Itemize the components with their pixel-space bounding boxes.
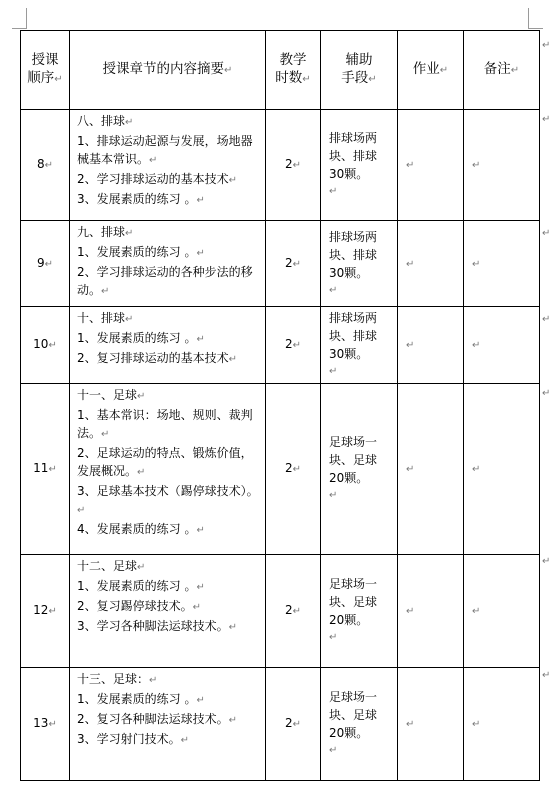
- aid-line: [329, 246, 395, 264]
- paragraph-mark-icon: ↵: [510, 65, 520, 76]
- aid-text: 足球场一: [329, 690, 378, 704]
- paragraph-mark-icon: ↵: [472, 606, 481, 617]
- content-line: [77, 170, 262, 190]
- content-text: 1、发展素质的练习 。: [77, 692, 197, 706]
- content-line: [77, 444, 262, 482]
- content-text: 八、排球: [77, 114, 126, 128]
- row-end-mark-icon: ↵: [542, 670, 551, 681]
- aid-line: [329, 433, 395, 451]
- header-hours: [266, 31, 321, 110]
- paragraph-mark-icon: ↵: [196, 695, 205, 706]
- aid-line: [329, 228, 395, 246]
- paragraph-mark-icon: ↵: [149, 155, 158, 166]
- table-row: [21, 555, 540, 668]
- cell-notes: [464, 384, 540, 555]
- cell-content: [70, 307, 266, 384]
- order-number: 10: [33, 337, 49, 351]
- paragraph-mark-icon: ↵: [292, 160, 302, 171]
- cell-homework: [398, 668, 464, 781]
- cell-aids: [321, 384, 398, 555]
- cell-aids: [321, 110, 398, 221]
- order-number: 13: [33, 716, 49, 730]
- aid-text: 块、排球: [329, 149, 378, 163]
- header-order-line-2: 顺序: [27, 70, 55, 86]
- aid-line: [329, 309, 395, 327]
- aid-line: [329, 724, 395, 760]
- table-row: [21, 221, 540, 307]
- aid-line: [329, 688, 395, 706]
- cell-order: [21, 384, 70, 555]
- row-end-mark-icon: ↵: [542, 228, 551, 239]
- cell-content: [70, 555, 266, 668]
- hours-value: 2: [284, 255, 293, 270]
- aid-line: [329, 706, 395, 724]
- aid-line: [329, 593, 395, 611]
- row-end-mark-icon: ↵: [542, 40, 551, 51]
- paragraph-mark-icon: ↵: [48, 719, 57, 730]
- content-text: 九、排球: [77, 225, 126, 239]
- paragraph-mark-icon: ↵: [406, 258, 415, 270]
- paragraph-mark-icon: ↵: [228, 622, 238, 633]
- aid-text: 排球场两: [329, 229, 378, 244]
- cell-homework: [398, 110, 464, 221]
- paragraph-mark-icon: ↵: [196, 525, 205, 536]
- paragraph-mark-icon: ↵: [196, 582, 205, 593]
- cell-hours: [266, 307, 321, 384]
- paragraph-mark-icon: ↵: [196, 334, 205, 345]
- paragraph-mark-icon: ↵: [196, 248, 205, 259]
- paragraph-mark-icon: ↵: [368, 74, 377, 85]
- content-line: [77, 710, 262, 730]
- content-line: [77, 112, 262, 132]
- paragraph-mark-icon: ↵: [472, 464, 481, 475]
- table-row: [21, 110, 540, 221]
- cell-homework: [398, 221, 464, 307]
- paragraph-mark-icon: ↵: [329, 632, 338, 643]
- aid-text: 块、足球: [329, 595, 378, 609]
- paragraph-mark-icon: ↵: [406, 464, 415, 475]
- content-line: [77, 386, 262, 406]
- hours-value: 2: [284, 603, 293, 617]
- cell-homework: [398, 384, 464, 555]
- aid-line: [329, 165, 395, 201]
- aid-line: [329, 129, 395, 147]
- paragraph-mark-icon: ↵: [329, 490, 338, 501]
- aid-text: 20颗。: [329, 471, 369, 485]
- paragraph-mark-icon: ↵: [48, 606, 57, 617]
- aid-text: 排球场两: [329, 311, 378, 325]
- aid-line: [329, 575, 395, 593]
- paragraph-mark-icon: ↵: [101, 429, 110, 440]
- paragraph-mark-icon: ↵: [196, 195, 205, 206]
- content-text: 3、学习各种脚法运球技术。: [77, 619, 229, 633]
- content-text: 4、发展素质的练习 。: [77, 522, 197, 536]
- cell-hours: [266, 221, 321, 307]
- content-text: 1、排球运动起源与发展，场地器械基本常识。: [77, 134, 253, 166]
- paragraph-mark-icon: ↵: [406, 606, 415, 617]
- hours-value: 2: [284, 461, 293, 475]
- cell-order: [21, 221, 70, 307]
- aid-line: [329, 469, 395, 505]
- paragraph-mark-icon: ↵: [329, 284, 338, 296]
- paragraph-mark-icon: ↵: [228, 715, 238, 726]
- order-number: 11: [33, 461, 49, 475]
- header-notes: [464, 31, 540, 110]
- paragraph-mark-icon: ↵: [292, 606, 302, 617]
- aid-text: 块、足球: [329, 708, 378, 722]
- order-number: 8: [36, 157, 45, 171]
- row-end-mark-icon: ↵: [542, 388, 551, 399]
- content-line: [77, 243, 262, 263]
- cell-hours: [266, 384, 321, 555]
- paragraph-mark-icon: ↵: [228, 175, 238, 186]
- header-homework: [398, 31, 464, 110]
- content-text: 十、排球: [77, 311, 126, 325]
- paragraph-mark-icon: ↵: [44, 160, 54, 171]
- paragraph-mark-icon: ↵: [292, 464, 302, 475]
- cell-order: [21, 110, 70, 221]
- content-line: [77, 223, 262, 243]
- content-text: 3、发展素质的练习 。: [77, 192, 197, 206]
- paragraph-mark-icon: ↵: [439, 65, 449, 76]
- cell-content: [70, 221, 266, 307]
- paragraph-mark-icon: ↵: [44, 258, 54, 270]
- paragraph-mark-icon: ↵: [406, 160, 415, 171]
- cell-content: [70, 110, 266, 221]
- cell-notes: [464, 555, 540, 668]
- aid-line: [329, 611, 395, 647]
- content-text: 3、学习射门技术。: [77, 732, 181, 746]
- aid-line: [329, 327, 395, 345]
- paragraph-mark-icon: ↵: [180, 735, 190, 746]
- table-row: [21, 668, 540, 781]
- paragraph-mark-icon: ↵: [329, 745, 338, 756]
- header-aids: [321, 31, 398, 110]
- aid-line: [329, 264, 395, 300]
- content-text: 2、复习各种脚法运球技术。: [77, 712, 229, 726]
- content-line: [77, 482, 262, 520]
- order-number: 12: [33, 603, 49, 617]
- hours-value: 2: [284, 716, 293, 730]
- header-notes-label: 备注: [483, 61, 511, 77]
- content-line: [77, 730, 262, 750]
- header-aids-line-1: 辅助: [345, 52, 373, 68]
- paragraph-mark-icon: ↵: [472, 258, 481, 270]
- paragraph-mark-icon: ↵: [192, 602, 202, 613]
- cell-content: [70, 384, 266, 555]
- content-line: [77, 520, 262, 540]
- content-line: [77, 557, 262, 577]
- cell-notes: [464, 221, 540, 307]
- paragraph-mark-icon: ↵: [224, 65, 233, 76]
- header-content: [70, 31, 266, 110]
- aid-text: 20颗。: [329, 726, 369, 740]
- table-header-row: [21, 31, 540, 110]
- paragraph-mark-icon: ↵: [292, 258, 302, 270]
- header-order-line-1: 授课: [31, 52, 59, 68]
- cell-content: [70, 668, 266, 781]
- content-text: 2、足球运动的特点、锻炼价值，发展概况。: [77, 446, 253, 478]
- aid-text: 足球场一: [329, 435, 378, 449]
- content-line: [77, 349, 262, 369]
- content-line: [77, 309, 262, 329]
- paragraph-mark-icon: ↵: [125, 228, 134, 239]
- table-row: [21, 384, 540, 555]
- header-content-label: 授课章节的内容摘要: [102, 61, 225, 77]
- paragraph-mark-icon: ↵: [48, 340, 57, 351]
- content-line: [77, 617, 262, 637]
- paragraph-mark-icon: ↵: [228, 354, 238, 365]
- hours-value: 2: [284, 157, 293, 171]
- row-end-mark-icon: ↵: [542, 114, 551, 125]
- aid-text: 排球场两: [329, 131, 378, 145]
- content-text: 1、发展素质的练习 。: [77, 331, 197, 345]
- header-hours-line-2: 时数: [275, 70, 303, 86]
- content-text: 2、复习踢停球技术。: [77, 599, 193, 613]
- crop-mark-top-right: [528, 8, 543, 29]
- content-text: 2、复习排球运动的基本技术: [77, 351, 229, 365]
- content-text: 3、足球基本技术（踢停球技术）。: [77, 484, 259, 498]
- content-line: [77, 329, 262, 349]
- aid-text: 20颗。: [329, 613, 369, 627]
- row-end-mark-icon: ↵: [542, 314, 551, 325]
- aid-text: 块、排球: [329, 247, 378, 262]
- paragraph-mark-icon: ↵: [48, 464, 57, 475]
- aid-text: 足球场一: [329, 577, 378, 591]
- paragraph-mark-icon: ↵: [406, 340, 415, 351]
- header-homework-label: 作业: [412, 61, 440, 77]
- content-text: 十一、足球: [77, 388, 138, 402]
- paragraph-mark-icon: ↵: [329, 366, 338, 377]
- content-text: 1、基本常识：场地、规则、裁判法。: [77, 408, 253, 440]
- content-line: [77, 690, 262, 710]
- content-line: [77, 190, 262, 210]
- content-line: [77, 577, 262, 597]
- cell-order: [21, 668, 70, 781]
- paragraph-mark-icon: ↵: [54, 74, 63, 85]
- aid-text: 30颗。: [329, 167, 369, 181]
- content-line: [77, 263, 262, 301]
- paragraph-mark-icon: ↵: [406, 719, 415, 730]
- aid-line: [329, 451, 395, 469]
- aid-line: [329, 345, 395, 381]
- cell-notes: [464, 668, 540, 781]
- row-end-mark-icon: ↵: [542, 556, 551, 567]
- paragraph-mark-icon: ↵: [149, 675, 158, 686]
- paragraph-mark-icon: ↵: [137, 467, 146, 478]
- cell-notes: [464, 307, 540, 384]
- aid-text: 块、足球: [329, 453, 378, 467]
- content-text: 十二、足球: [77, 559, 138, 573]
- paragraph-mark-icon: ↵: [137, 391, 146, 402]
- header-order: [21, 31, 70, 110]
- paragraph-mark-icon: ↵: [329, 186, 338, 197]
- content-line: [77, 406, 262, 444]
- cell-order: [21, 555, 70, 668]
- cell-aids: [321, 221, 398, 307]
- content-text: 2、学习排球运动的各种步法的移动。: [77, 265, 253, 297]
- header-hours-line-1: 教学: [279, 52, 307, 68]
- cell-aids: [321, 668, 398, 781]
- paragraph-mark-icon: ↵: [137, 562, 146, 573]
- paragraph-mark-icon: ↵: [77, 505, 86, 516]
- content-text: 十三、足球：: [77, 672, 150, 686]
- paragraph-mark-icon: ↵: [302, 74, 311, 85]
- paragraph-mark-icon: ↵: [292, 340, 302, 351]
- paragraph-mark-icon: ↵: [125, 117, 134, 128]
- aid-text: 块、排球: [329, 329, 378, 343]
- crop-mark-top-left: [12, 8, 27, 29]
- cell-aids: [321, 555, 398, 668]
- cell-hours: [266, 668, 321, 781]
- cell-homework: [398, 555, 464, 668]
- cell-hours: [266, 110, 321, 221]
- cell-hours: [266, 555, 321, 668]
- content-line: [77, 670, 262, 690]
- hours-value: 2: [284, 337, 293, 351]
- order-number: 9: [36, 255, 45, 270]
- course-schedule-table: [20, 30, 540, 781]
- cell-aids: [321, 307, 398, 384]
- table-row: [21, 307, 540, 384]
- header-aids-line-2: 手段: [341, 70, 369, 86]
- cell-notes: [464, 110, 540, 221]
- aid-text: 30颗。: [329, 265, 369, 280]
- content-text: 1、发展素质的练习 。: [77, 579, 197, 593]
- aid-text: 30颗。: [329, 347, 369, 361]
- cell-order: [21, 307, 70, 384]
- paragraph-mark-icon: ↵: [101, 286, 110, 297]
- paragraph-mark-icon: ↵: [125, 314, 134, 325]
- content-text: 2、学习排球运动的基本技术: [77, 172, 229, 186]
- content-line: [77, 597, 262, 617]
- paragraph-mark-icon: ↵: [472, 340, 481, 351]
- paragraph-mark-icon: ↵: [292, 719, 302, 730]
- content-text: 1、发展素质的练习 。: [77, 245, 197, 259]
- content-line: [77, 132, 262, 170]
- aid-line: [329, 147, 395, 165]
- paragraph-mark-icon: ↵: [472, 160, 481, 171]
- cell-homework: [398, 307, 464, 384]
- paragraph-mark-icon: ↵: [472, 719, 481, 730]
